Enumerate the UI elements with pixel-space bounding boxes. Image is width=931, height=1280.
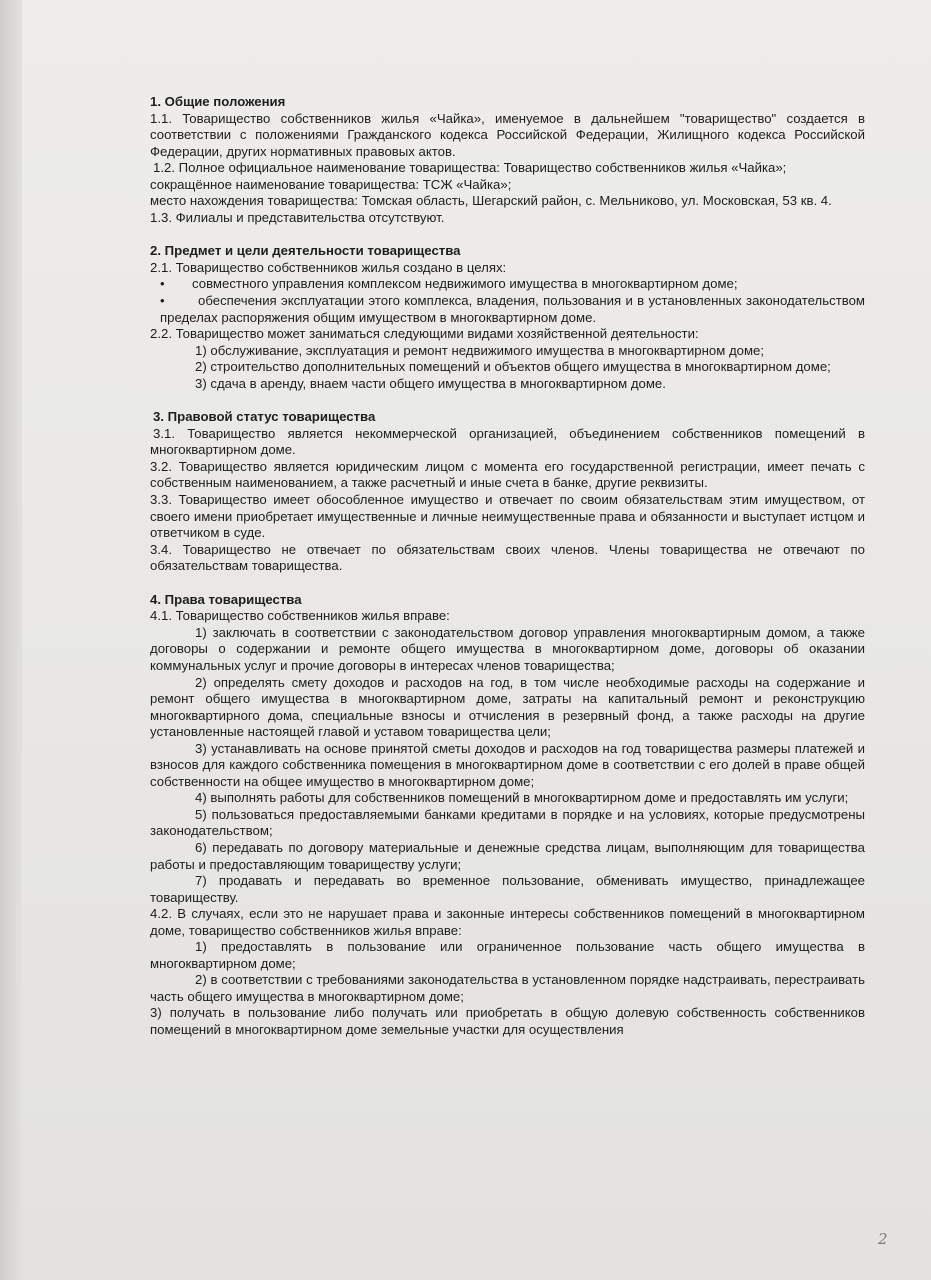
- clause-4-1-item-4: 4) выполнять работы для собственников помещений в многоквартирном доме и предоставлять им услуги;: [195, 790, 849, 806]
- clause-2-2-item-3: 3) сдача в аренду, внаем части общего имущества в многоквартирном доме.: [195, 375, 666, 391]
- bullet-icon: •: [160, 293, 165, 309]
- clause-1-3: 1.3. Филиалы и представительства отсутствуют.: [150, 209, 445, 225]
- page-edge-shadow: [0, 0, 22, 1280]
- list-item: [150, 293, 865, 326]
- section-4-heading: 4. Права товарищества: [150, 591, 302, 607]
- clause-3-3: 3.3. Товарищество имеет обособленное имущество и отвечает по своим обязательствам этим имуществом, от своего имени приобретает имущественные и личные неимущественные права и обязанности и выступает истцом и ответчиком в суде.: [150, 492, 865, 541]
- clause-2-2-item-2: 2) строительство дополнительных помещений и объектов общего имущества в многоквартирном доме;: [195, 359, 831, 375]
- clause-4-2: 4.2. В случаях, если это не нарушает права и законные интересы собственников помещений в многоквартирном доме, товарищество собственников жилья вправе:: [150, 906, 865, 938]
- clause-4-2-item-2: 2) в соответствии с требованиями законодательства в установленном порядке надстраивать, перестраивать часть общего имущества в многоквартирном доме;: [150, 972, 865, 1004]
- clause-2-1: 2.1. Товарищество собственников жилья создано в целях:: [150, 259, 507, 275]
- clause-2-2: 2.2. Товарищество может заниматься следующими видами хозяйственной деятельности:: [150, 326, 699, 342]
- clause-1-2-short-name: сокращённое наименование товарищества: ТСЖ «Чайка»;: [150, 176, 512, 192]
- clause-1-1: 1.1. Товарищество собственников жилья «Чайка», именуемое в дальнейшем "товарищество" создается в соответствии с положениями Гражданского кодекса Российской Федерации, Жилищного кодекса Российской Федерации, других нормативных правовых актов.: [150, 110, 865, 159]
- clause-1-2-location: место нахождения товарищества: Томская область, Шегарский район, с. Мельниково, ул. Московская, 53 кв. 4.: [150, 193, 832, 209]
- clause-3-2: 3.2. Товарищество является юридическим лицом с момента его государственной регистрации, имеет печать с собственным наименованием, а также расчетный и иные счета в банке, другие реквизиты.: [150, 458, 865, 491]
- section-2-heading: 2. Предмет и цели деятельности товарищества: [150, 243, 461, 259]
- clause-2-2-item-1: 1) обслуживание, эксплуатация и ремонт недвижимого имущества в многоквартирном доме;: [195, 342, 765, 358]
- section-3-heading: 3. Правовой статус товарищества: [153, 409, 376, 425]
- clause-1-2: 1.2. Полное официальное наименование товарищества: Товарищество собственников жилья «Чайка»;: [153, 160, 787, 176]
- clause-4-1-item-6: 6) передавать по договору материальные и денежные средства лицам, выполняющим для товарищества работы и предоставляющим товариществу услуги;: [150, 839, 865, 872]
- clause-4-1-item-3: 3) устанавливать на основе принятой сметы доходов и расходов на год товарищества размеры платежей и взносов для каждого собственника помещения в многоквартирном доме в соответствии с его долей в праве общей собственности на общее имущество в многоквартирном доме;: [150, 740, 865, 789]
- clause-4-1-item-2: 2) определять смету доходов и расходов на год, в том числе необходимые расходы на содержание и ремонт общего имущества в многоквартирном доме, затраты на капитальный ремонт и реконструкцию многоквартирного дома, специальные взносы и отчисления в резервный фонд, а также расходы на другие установленные настоящей главой и уставом товарищества цели;: [150, 674, 865, 740]
- clause-4-1: 4.1. Товарищество собственников жилья вправе:: [150, 608, 450, 624]
- bullet-icon: •: [160, 276, 165, 292]
- page-number: 2: [878, 1230, 888, 1248]
- clause-4-1-item-1: 1) заключать в соответствии с законодательством договор управления многоквартирным домом, а также договоры о содержании и ремонте общего имущества в многоквартирном доме, договоры об оказании коммунальных услуг и прочие договоры в интересах членов товарищества;: [150, 624, 865, 673]
- clause-4-1-item-7: 7) продавать и передавать во временное пользование, обменивать имущество, принадлежащее товариществу.: [150, 873, 865, 905]
- charter-text: [150, 94, 865, 1039]
- clause-4-2-item-1: 1) предоставлять в пользование или ограниченное пользование часть общего имущества в многоквартирном доме;: [150, 939, 865, 971]
- list-item: [150, 276, 865, 293]
- clause-4-1-item-5: 5) пользоваться предоставляемыми банками кредитами в порядке и на условиях, которые предусмотрены законодательством;: [150, 806, 865, 839]
- section-1-heading: 1. Общие положения: [150, 94, 286, 109]
- clause-3-4: 3.4. Товарищество не отвечает по обязательствам своих членов. Члены товарищества не отвечают по обязательствам товарищества.: [150, 541, 865, 574]
- bullet-text: совместного управления комплексом недвижимого имущества в многоквартирном доме;: [192, 276, 738, 292]
- bullet-text: обеспечения эксплуатации этого комплекса, владения, пользования и в установленных законодательством пределах распоряжения общим имуществом в многоквартирном доме.: [160, 293, 865, 325]
- clause-3-1: 3.1. Товарищество является некоммерческой организацией, объединением собственников помещений в многоквартирном доме.: [150, 425, 865, 458]
- clause-4-2-item-3: 3) получать в пользование либо получать или приобретать в общую долевую собственность собственников помещений в многоквартирном доме земельные участки для осуществления: [150, 1005, 865, 1037]
